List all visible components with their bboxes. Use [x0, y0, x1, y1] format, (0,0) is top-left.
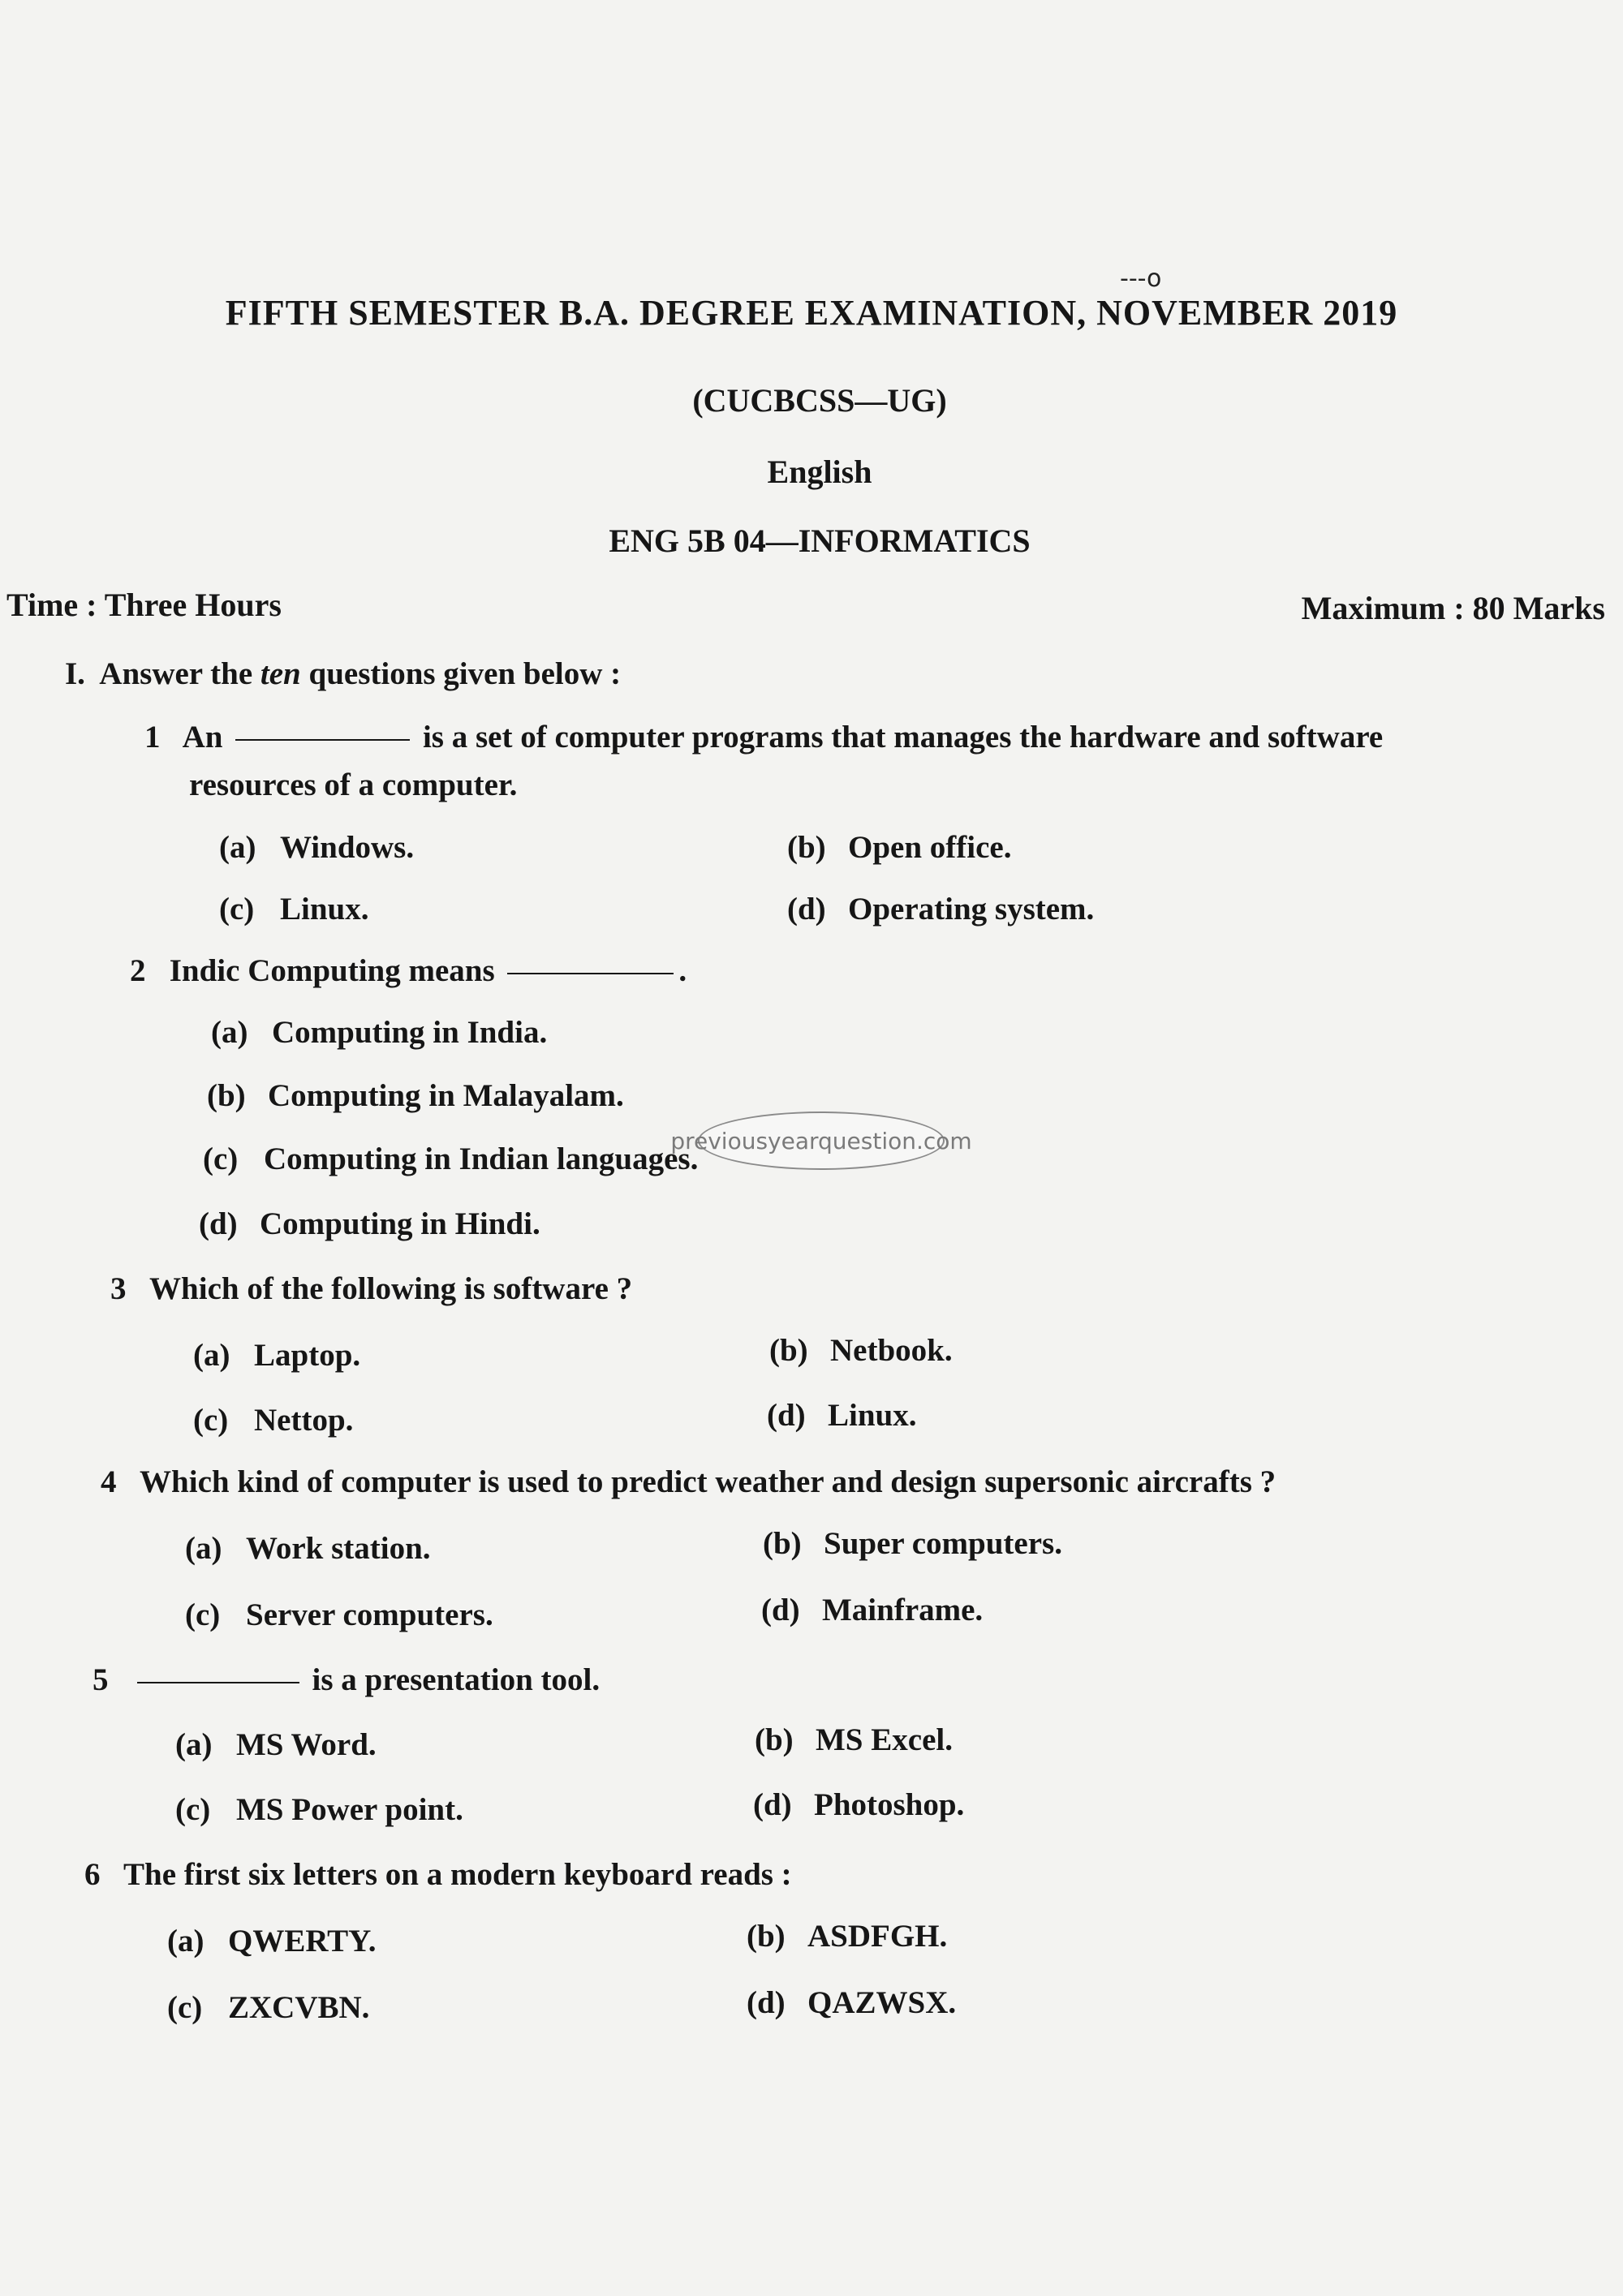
- option-c: [219, 891, 368, 927]
- corner-mark: ---o: [1120, 264, 1162, 293]
- option-text: Nettop.: [254, 1403, 354, 1438]
- option-label: (a): [185, 1531, 222, 1566]
- question-text-before: Indic Computing means: [169, 953, 495, 988]
- question-number: 4: [101, 1464, 117, 1499]
- section-instruction: [65, 656, 621, 692]
- watermark-stamp: previousyearquestion.com: [698, 1111, 945, 1170]
- option-text: Mainframe.: [822, 1593, 984, 1627]
- instruction-before: Answer the: [99, 656, 260, 691]
- option-a: [185, 1530, 431, 1567]
- option-label: (b): [769, 1333, 808, 1368]
- option-b: [763, 1525, 1062, 1562]
- question-3: [110, 1271, 632, 1307]
- option-label: (b): [763, 1526, 802, 1561]
- question-5: [93, 1662, 600, 1698]
- option-d: [761, 1592, 983, 1628]
- option-text: MS Word.: [236, 1727, 377, 1762]
- option-b: [769, 1332, 953, 1369]
- option-text: QWERTY.: [228, 1924, 377, 1958]
- question-6: [84, 1856, 792, 1893]
- option-label: (b): [207, 1078, 246, 1113]
- option-label: (a): [193, 1338, 230, 1373]
- maximum-marks: Maximum : 80 Marks: [1301, 590, 1605, 626]
- time-allowed: Time : Three Hours: [6, 587, 282, 623]
- option-text: ZXCVBN.: [228, 1990, 370, 2025]
- option-a: [167, 1923, 377, 1959]
- option-c: [193, 1402, 353, 1438]
- option-d: [767, 1397, 916, 1434]
- instruction-emphasis: ten: [260, 656, 301, 691]
- question-1: [144, 719, 1605, 755]
- question-text-after: .: [678, 953, 687, 988]
- question-number: 6: [84, 1857, 101, 1892]
- option-label: (b): [755, 1722, 794, 1757]
- option-text: Computing in Hindi.: [260, 1206, 540, 1241]
- option-a: [211, 1014, 547, 1051]
- question-1-line2: resources of a computer.: [189, 767, 518, 802]
- answer-blank: [137, 1682, 299, 1683]
- option-label: (a): [211, 1015, 248, 1050]
- option-a: [193, 1337, 360, 1374]
- option-b: [207, 1077, 624, 1114]
- option-label: (c): [203, 1142, 239, 1176]
- exam-title: FIFTH SEMESTER B.A. DEGREE EXAMINATION, NOVEMBER 2019: [225, 293, 1398, 333]
- question-text-after: is a presentation tool.: [312, 1662, 601, 1697]
- option-label: (b): [787, 830, 826, 865]
- option-label: (c): [167, 1990, 203, 2025]
- question-text: The first six letters on a modern keyboard reads :: [123, 1857, 792, 1892]
- option-text: Computing in India.: [272, 1015, 548, 1050]
- option-text: Super computers.: [824, 1526, 1062, 1561]
- paper-title: ENG 5B 04—INFORMATICS: [609, 522, 1031, 559]
- option-a: [175, 1726, 377, 1763]
- option-text: Windows.: [280, 830, 415, 865]
- option-d: [747, 1984, 956, 2021]
- option-text: Operating system.: [848, 892, 1095, 927]
- option-text: MS Excel.: [816, 1722, 953, 1757]
- option-label: (a): [175, 1727, 213, 1762]
- option-a: [219, 829, 414, 866]
- option-text: Computing in Malayalam.: [268, 1078, 624, 1113]
- option-c: [167, 1989, 369, 2026]
- option-label: (d): [753, 1787, 792, 1822]
- option-b: [787, 829, 1011, 866]
- section-number: I.: [65, 656, 85, 691]
- option-label: (c): [193, 1403, 229, 1438]
- option-label: (c): [185, 1597, 221, 1632]
- option-label: (d): [747, 1985, 786, 2020]
- option-label: (a): [219, 830, 256, 865]
- option-text: Netbook.: [830, 1333, 953, 1368]
- instruction-after: questions given below :: [300, 656, 622, 691]
- option-c: [175, 1791, 463, 1828]
- question-4: [101, 1464, 1276, 1500]
- option-text: Laptop.: [254, 1338, 361, 1373]
- option-text: Linux.: [280, 892, 369, 927]
- option-c: [203, 1141, 698, 1177]
- option-d: [199, 1206, 540, 1242]
- option-text: Linux.: [828, 1398, 917, 1433]
- question-2: [130, 952, 687, 989]
- scheme-code: (CUCBCSS—UG): [692, 382, 947, 419]
- question-number: 2: [130, 953, 146, 988]
- option-d: [787, 891, 1094, 927]
- option-label: (c): [219, 892, 255, 927]
- option-label: (c): [175, 1792, 211, 1827]
- question-text-before: An: [182, 720, 223, 755]
- option-text: MS Power point.: [236, 1792, 463, 1827]
- option-text: Server computers.: [246, 1597, 493, 1632]
- answer-blank: [507, 973, 674, 974]
- answer-blank: [235, 739, 410, 741]
- question-number: 5: [93, 1662, 109, 1697]
- option-b: [747, 1918, 947, 1954]
- subject-name: English: [767, 454, 872, 490]
- option-b: [755, 1722, 953, 1758]
- option-text: Open office.: [848, 830, 1012, 865]
- question-text: Which kind of computer is used to predict weather and design supersonic aircrafts ?: [140, 1464, 1276, 1499]
- option-text: Photoshop.: [814, 1787, 965, 1822]
- question-number: 1: [144, 720, 161, 755]
- question-text: Which of the following is software ?: [149, 1271, 633, 1306]
- option-label: (d): [199, 1206, 238, 1241]
- option-label: (d): [761, 1593, 800, 1627]
- option-label: (d): [767, 1398, 806, 1433]
- option-text: QAZWSX.: [807, 1985, 957, 2020]
- option-d: [753, 1786, 964, 1823]
- question-number: 3: [110, 1271, 127, 1306]
- option-text: ASDFGH.: [807, 1919, 948, 1954]
- option-text: Work station.: [246, 1531, 431, 1566]
- option-text: Computing in Indian languages.: [264, 1142, 699, 1176]
- option-c: [185, 1597, 493, 1633]
- option-label: (a): [167, 1924, 204, 1958]
- option-label: (d): [787, 892, 826, 927]
- question-text-after: is a set of computer programs that manages the hardware and software: [422, 720, 1384, 755]
- option-label: (b): [747, 1919, 786, 1954]
